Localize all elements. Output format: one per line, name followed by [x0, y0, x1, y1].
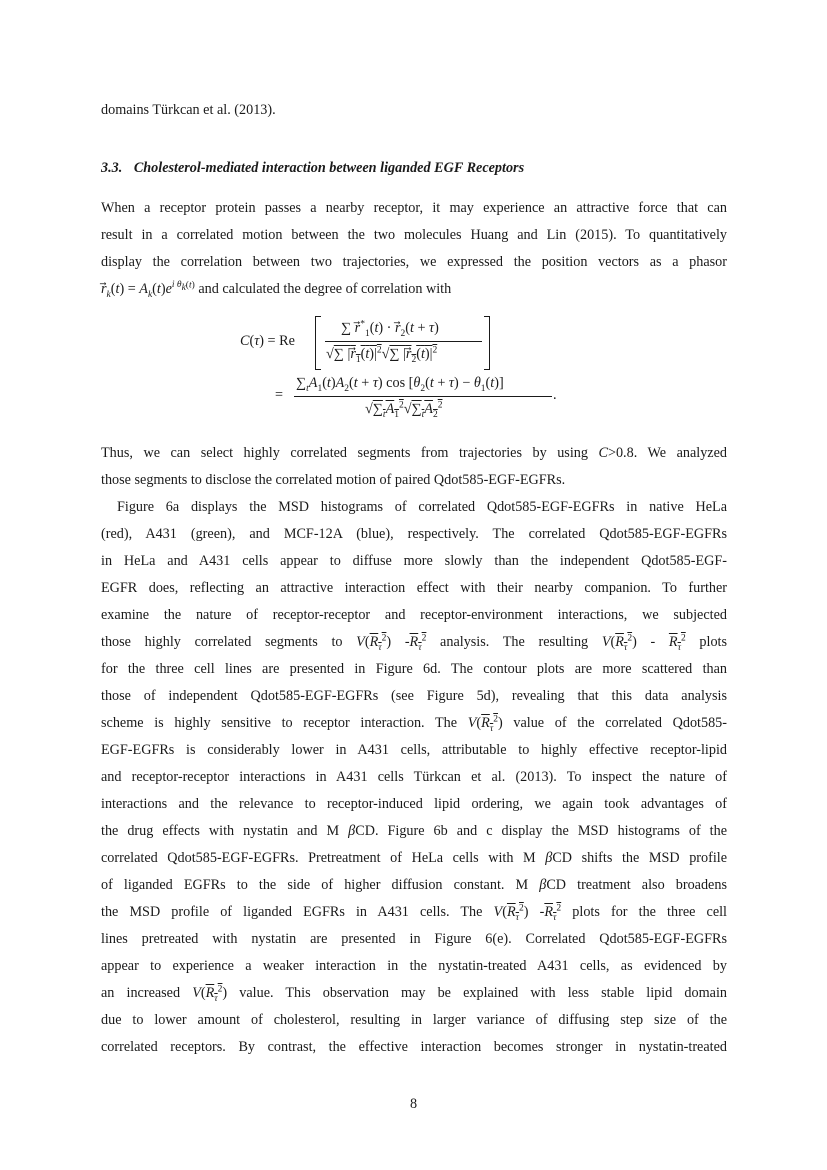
equation-numerator-2: $\sum_tA_1(t)A_2(t + \tau)$ $\cos [\theta_2(t + \tau) - \theta_1(t)]$	[296, 375, 504, 394]
equation-equals: =	[275, 387, 284, 403]
para3-line-9: scheme is highly sensitive to receptor interaction. The $V(R_\tau^2)$ value of the correlated Qdot585-	[101, 714, 727, 734]
para1-line-3: display the correlation between two trajectories, we expressed the position vectors as a phasor	[101, 254, 727, 270]
para3-line-14: correlated Qdot585-EGF-EGFRs. Pretreatment of HeLa cells with M βCD shifts the MSD profile	[101, 850, 728, 866]
para2-line-1: Thus, we can select highly correlated segments from trajectories by using C>0.8. We analyzed	[101, 445, 727, 461]
section-heading	[101, 160, 524, 177]
fraction-bar-1	[325, 341, 482, 342]
top-fragment: domains Türkcan et al. (2013).	[101, 102, 276, 118]
para3-line-6: those highly correlated segments to $V(R_\tau^2)$ $-R_\tau^2$ analysis. The resulting $V(R_\tau^2) - R_\tau^2$ plots	[101, 633, 727, 653]
para2-line-2: those segments to disclose the correlated motion of paired Qdot585-EGF-EGFRs.	[101, 472, 566, 488]
para3-line-11: and receptor-receptor interactions in A431 cells Türkcan et al. (2013). To inspect the nature of	[101, 769, 727, 785]
para3-line-21: correlated receptors. By contrast, the effective interaction becomes stronger in nystatin-treated	[101, 1039, 727, 1055]
equation-denominator-1: √∑ $|r_1(t)|^2√\sum$ $|r_2(t)|^2$	[326, 345, 438, 365]
para3-line-3: in HeLa and A431 cells appear to diffuse more slowly than the independent Qdot585-EGF-	[101, 553, 727, 569]
para1-line-2: result in a correlated motion between the two molecules Huang and Lin (2015). To quantitatively	[101, 227, 727, 243]
equation-lhs: C(τ) = Re	[240, 333, 295, 349]
para3-line-8: those of independent Qdot585-EGF-EGFRs (see Figure 5d), revealing that this data analysis	[101, 688, 727, 704]
para3-line-18: appear to experience a weaker interaction in the nystatin-treated A431 cells, as evidenced by	[101, 958, 727, 974]
equation-denominator-2: $√\sum_tA_1^2√\sum_tA_2^2$	[365, 400, 443, 420]
para3-line-15: of liganded EGFRs to the side of higher diffusion constant. M βCD treatment also broadens	[101, 877, 727, 893]
para3-line-12: interactions and the relevance to receptor-induced lipid ordering, we again took advantages of	[101, 796, 727, 812]
equation-period: .	[553, 387, 557, 403]
para3-line-17: lines pretreated with nystatin are presented in Figure 6(e). Correlated Qdot585-EGF-EGFRs	[101, 931, 727, 947]
page-number: 8	[409, 1096, 418, 1112]
para3-line-5: examine the nature of receptor-receptor and receptor-environment interactions, we subjected	[101, 607, 727, 623]
para3-line-16: the MSD profile of liganded EGFRs in A431 cells. The $V(R_\tau^2)$ $-R_\tau^2$ plots for the three cell	[101, 903, 727, 923]
equation-numerator-1: ∑ $r^*_1(t) \cdot r_2(t + \tau)$	[341, 319, 439, 339]
para3-line-10: EGF-EGFRs is considerably lower in A431 cells, attributable to highly effective receptor-lipid	[101, 742, 727, 758]
para1-line-1: When a receptor protein passes a nearby receptor, it may experience an attractive force that can	[101, 200, 727, 216]
para1-line-4-text: and calculated the degree of correlation with	[198, 281, 452, 297]
fraction-bar-2	[294, 396, 552, 397]
right-bracket	[484, 316, 490, 370]
para3-line-1: Figure 6a displays the MSD histograms of correlated Qdot585-EGF-EGFRs in native HeLa	[117, 499, 727, 515]
section-title: Cholesterol-mediated interaction between liganded EGF Receptors	[133, 160, 525, 176]
para3-line-19: an increased $V(R_\tau^2)$ value. This observation may be explained with less stable lipid domain	[101, 984, 727, 1004]
para3-line-4: EGFR does, reflecting an attractive interaction effect with their nearby companion. To further	[101, 580, 727, 596]
para3-line-2: (red), A431 (green), and MCF-12A (blue), respectively. The correlated Qdot585-EGF-EGFRs	[101, 526, 727, 542]
section-number: 3.3.	[101, 160, 123, 176]
left-bracket	[315, 316, 321, 370]
para3-line-20: due to lower amount of cholesterol, resulting in larger variance of diffusing step size of the	[101, 1012, 727, 1028]
para3-line-13: the drug effects with nystatin and M βCD. Figure 6b and c display the MSD histograms of the	[101, 823, 728, 839]
para1-line-4	[101, 279, 727, 299]
para3-line-7: for the three cell lines are presented in Figure 6d. The contour plots are more scattered than	[101, 661, 727, 677]
phasor-expression: $r_k(t) = A_k(t)e^{i \theta_k(t)}$	[101, 280, 195, 300]
